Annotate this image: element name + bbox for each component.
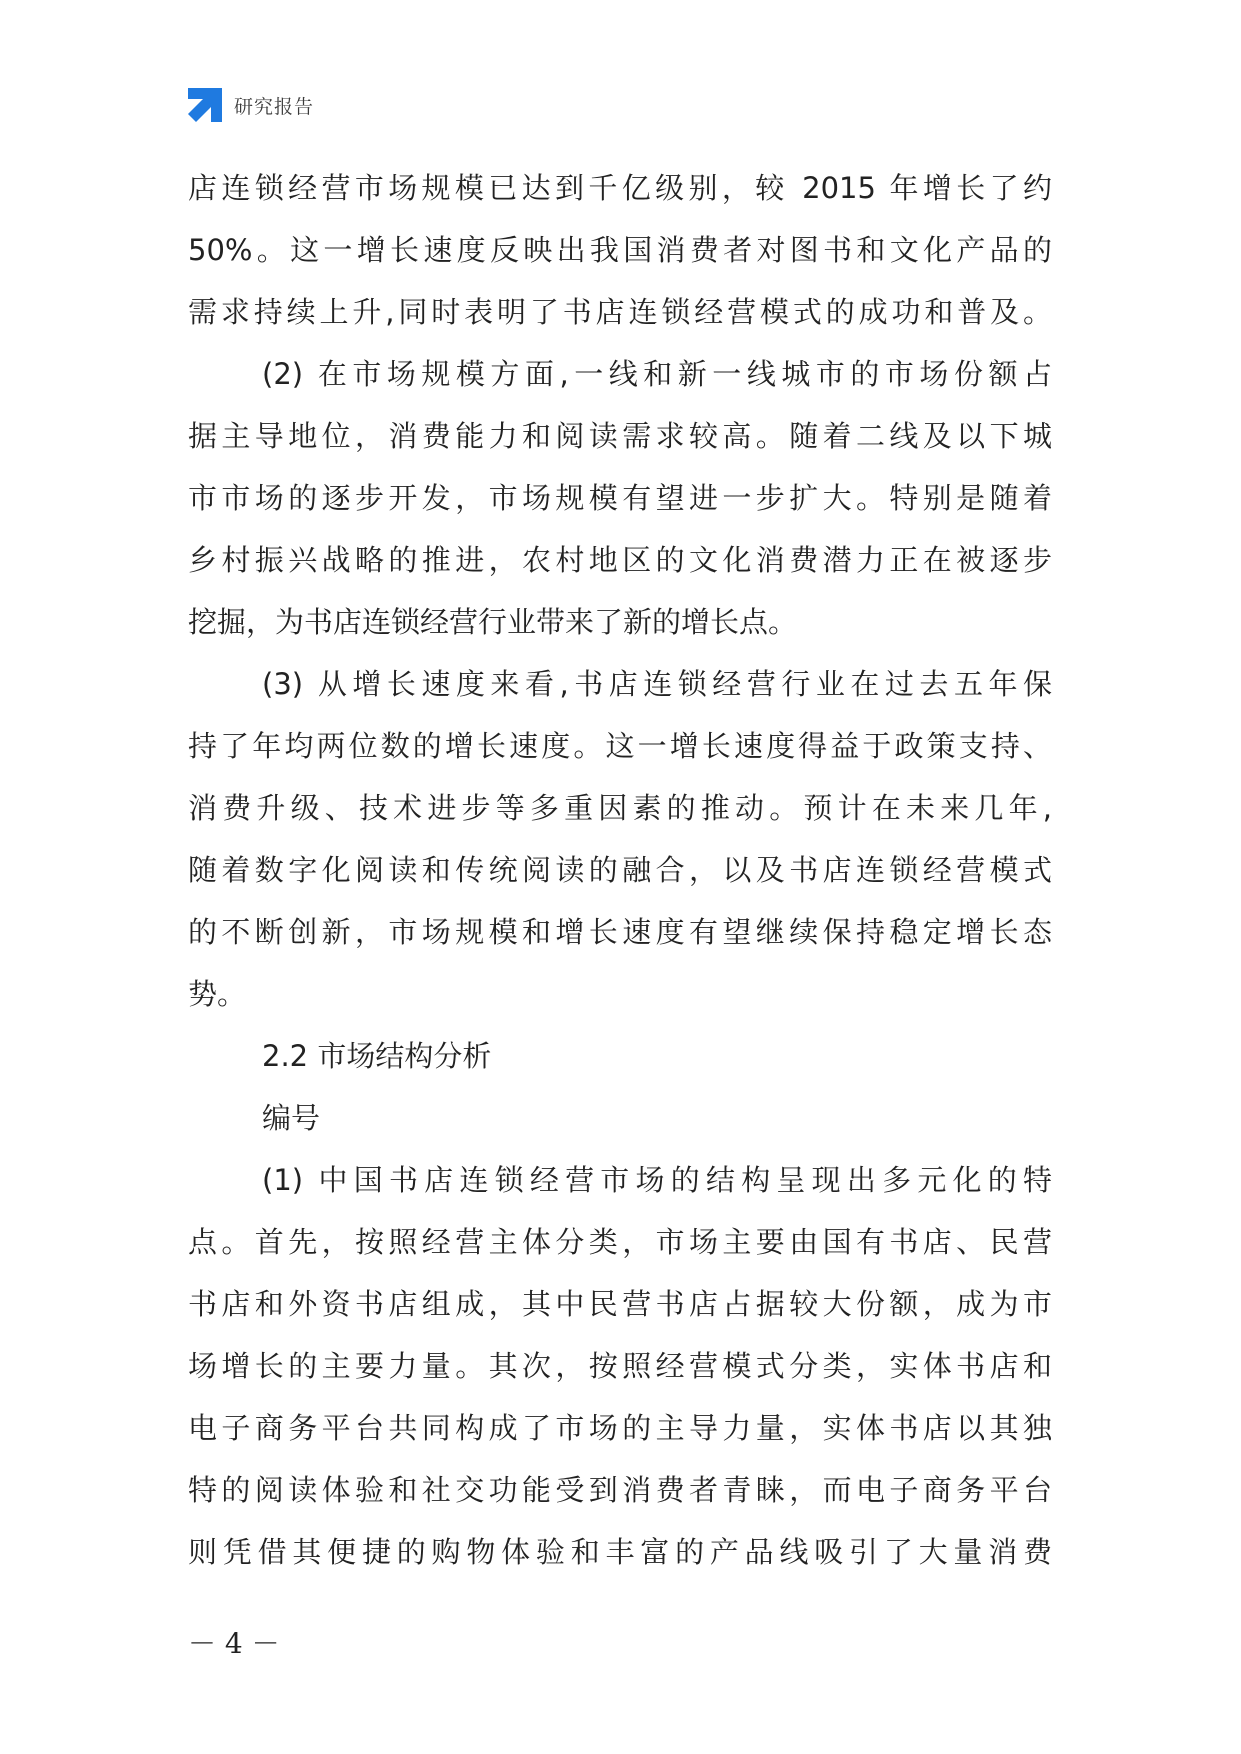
page-header — [188, 88, 314, 122]
paragraph-line: 的不断创新，市场规模和增长速度有望继续保持稳定增长态 — [188, 915, 1052, 949]
paragraph-line: 电子商务平台共同构成了市场的主导力量，实体书店以其独 — [188, 1411, 1052, 1445]
report-type-label: 研究报告 — [234, 95, 315, 118]
paragraph-line: 持了年均两位数的增长速度。这一增长速度得益于政策支持、 — [188, 729, 1052, 763]
paragraph-line: 场增长的主要力量。其次，按照经营模式分类，实体书店和 — [188, 1349, 1052, 1383]
section-heading: 2.2 市场结构分析 — [262, 1039, 492, 1073]
document-body — [188, 157, 1052, 1583]
paragraph-line: (1) 中国书店连锁经营市场的结构呈现出多元化的特 — [262, 1163, 1052, 1197]
paragraph-line: (3) 从增长速度来看,书店连锁经营行业在过去五年保 — [262, 667, 1052, 701]
page-number: － 4 － — [188, 1627, 280, 1660]
paragraph-line: 点。首先，按照经营主体分类，市场主要由国有书店、民营 — [188, 1225, 1052, 1259]
paragraph-line: 50%。这一增长速度反映出我国消费者对图书和文化产品的 — [188, 233, 1052, 267]
sub-heading: 编号 — [262, 1101, 321, 1135]
paragraph-line: 书店和外资书店组成，其中民营书店占据较大份额，成为市 — [188, 1287, 1052, 1321]
paragraph-line: 特的阅读体验和社交功能受到消费者青睐，而电子商务平台 — [188, 1473, 1052, 1507]
paragraph-line: 随着数字化阅读和传统阅读的融合，以及书店连锁经营模式 — [188, 853, 1052, 887]
paragraph-line: 则凭借其便捷的购物体验和丰富的产品线吸引了大量消费 — [188, 1535, 1052, 1569]
arrow-logo-icon — [188, 88, 222, 122]
paragraph-line: 消费升级、技术进步等多重因素的推动。预计在未来几年, — [188, 791, 1052, 825]
paragraph-line: 市市场的逐步开发，市场规模有望进一步扩大。特别是随着 — [188, 481, 1052, 515]
paragraph-line: 需求持续上升,同时表明了书店连锁经营模式的成功和普及。 — [188, 295, 1052, 329]
paragraph-line: 店连锁经营市场规模已达到千亿级别，较 2015 年增长了约 — [188, 171, 1052, 205]
paragraph-line: 据主导地位，消费能力和阅读需求较高。随着二线及以下城 — [188, 419, 1052, 453]
paragraph-line: 乡村振兴战略的推进，农村地区的文化消费潜力正在被逐步 — [188, 543, 1052, 577]
paragraph-line: 势。 — [188, 977, 247, 1011]
paragraph-line: 挖掘，为书店连锁经营行业带来了新的增长点。 — [188, 605, 798, 639]
paragraph-line: (2) 在市场规模方面,一线和新一线城市的市场份额占 — [262, 357, 1052, 391]
